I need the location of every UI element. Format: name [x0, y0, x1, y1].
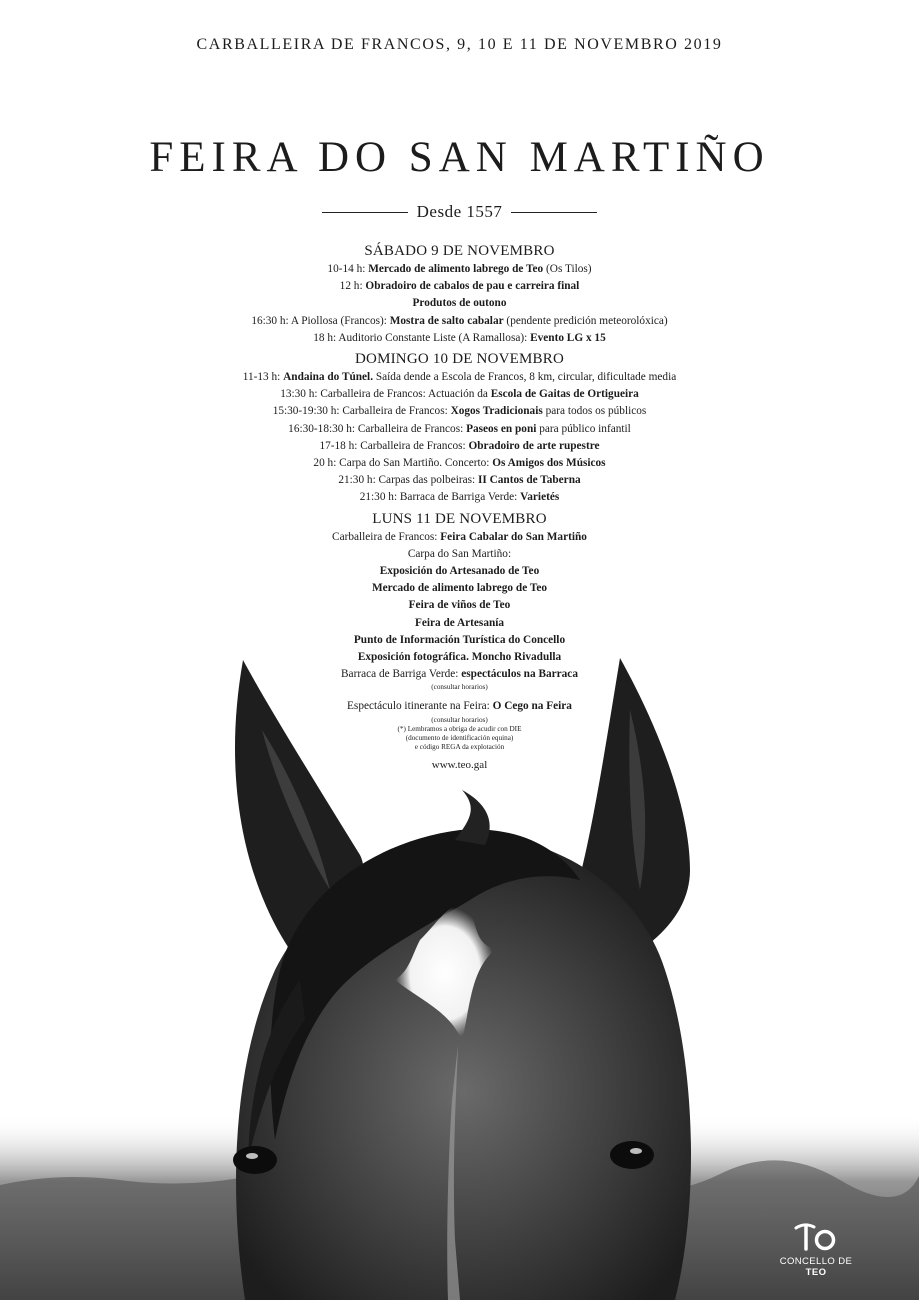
event-text: 16:30 h: A Piollosa (Francos): [251, 314, 390, 327]
event-highlight: Feira Cabalar do San Martiño [440, 530, 587, 543]
event-text: 20 h: Carpa do San Martiño. Concerto: [313, 457, 493, 470]
event-text: (consultar horarios) [431, 683, 488, 692]
event-text: 15:30-19:30 h: Carballeira de Francos: [272, 405, 451, 418]
event-text: 13:30 h: Carballeira de Francos: Actuación da [280, 388, 491, 401]
rule-left [322, 212, 408, 213]
event-text: Espectáculo itinerante na Feira: [347, 700, 493, 713]
event-highlight: Produtos de outono [412, 297, 507, 310]
event-line [0, 597, 919, 614]
event-highlight: Feira de viños de Teo [408, 599, 511, 612]
event-text: 16:30-18:30 h: Carballeira de Francos: [288, 422, 467, 435]
event-text: (consultar horarios) [431, 715, 488, 724]
event-text: 11-13 h: [242, 371, 284, 384]
event-line [0, 649, 919, 666]
website-link[interactable]: www.teo.gal [431, 758, 488, 771]
event-text: para público infantil [536, 422, 631, 435]
event-text: para todos os públicos [542, 405, 647, 418]
event-highlight: Evento LG x 15 [530, 331, 606, 344]
events-monday [0, 529, 919, 752]
event-text: e código REGA da explotación [414, 742, 505, 751]
event-line [0, 615, 919, 632]
event-highlight: Mercado de alimento labrego de Teo [372, 582, 547, 595]
event-highlight: Obradoiro de arte rupestre [468, 439, 600, 452]
day-saturday [0, 242, 919, 347]
event-line [0, 698, 919, 715]
event-text: Carpa do San Martiño: [407, 547, 512, 560]
event-line [0, 278, 919, 295]
event-line [0, 421, 919, 438]
event-title: FEIRA DO SAN MARTIÑO [149, 134, 770, 181]
event-highlight: Punto de Información Turística do Concello [353, 633, 566, 646]
event-highlight: O Cego na Feira [492, 700, 572, 713]
event-highlight: Obradoiro de cabalos de pau e carreira final [365, 280, 580, 293]
event-highlight: II Cantos de Taberna [477, 474, 581, 487]
day-sunday [0, 350, 919, 507]
logo-text-strong: TEO [805, 1267, 827, 1278]
event-highlight: Xogos Tradicionais [450, 405, 543, 418]
day-monday [0, 510, 919, 752]
event-highlight: Exposición do Artesanado de Teo [379, 565, 540, 578]
event-line [0, 563, 919, 580]
events-sunday [0, 369, 919, 507]
since-text: Desde 1557 [416, 202, 503, 221]
event-highlight: Mostra de salto cabalar [389, 314, 504, 327]
day-title-sunday: DOMINGO 10 DE NOVEMBRO [355, 351, 564, 368]
event-line [0, 580, 919, 597]
since-line [0, 202, 919, 222]
logo-text [768, 1256, 864, 1278]
event-text: 10-14 h: [327, 263, 369, 275]
event-highlight: Varietés [520, 491, 560, 504]
event-text: 21:30 h: Barraca de Barriga Verde: [359, 491, 521, 504]
event-line [0, 716, 919, 725]
event-highlight: espectáculos na Barraca [461, 668, 578, 681]
event-text: Carballeira de Francos: [332, 530, 441, 543]
event-text: 18 h: Auditorio Constante Liste (A Ramallosa): [313, 331, 531, 344]
event-line [0, 666, 919, 683]
logo-text-prefix: CONCELLO DE [779, 1256, 853, 1267]
event-highlight: Feira de Artesanía [414, 616, 505, 629]
event-line [0, 403, 919, 420]
event-line [0, 455, 919, 472]
event-line [0, 489, 919, 506]
event-text: Barraca de Barriga Verde: [341, 668, 462, 681]
event-text: Saída dende a Escola de Francos, 8 km, circular, dificultade media [373, 371, 677, 384]
event-highlight: Escola de Gaitas de Ortigueira [490, 388, 639, 401]
event-line [0, 386, 919, 403]
event-line [0, 529, 919, 546]
rule-right [511, 212, 597, 213]
event-line [0, 743, 919, 752]
event-text: (pendente predición meteorolóxica) [503, 314, 668, 327]
event-text: (*) Lembramos a obriga de acudir con DIE [397, 724, 522, 733]
program [0, 242, 919, 773]
event-line [0, 438, 919, 455]
event-highlight: Andaina do Túnel. [283, 371, 374, 384]
event-line [0, 369, 919, 386]
event-line [0, 683, 919, 692]
event-line [0, 734, 919, 743]
event-text: 17-18 h: Carballeira de Francos: [319, 439, 469, 452]
teo-logo-icon [794, 1222, 838, 1252]
event-line [0, 261, 919, 278]
events-saturday [0, 261, 919, 347]
event-highlight: Os Amigos dos Músicos [492, 457, 606, 470]
event-line [0, 546, 919, 563]
event-line [0, 313, 919, 330]
event-line [0, 472, 919, 489]
event-line [0, 725, 919, 734]
event-line [0, 330, 919, 347]
concello-de-teo-logo [768, 1222, 864, 1278]
event-line [0, 632, 919, 649]
event-highlight: Mercado de alimento labrego de Teo [368, 263, 544, 275]
event-line [0, 295, 919, 312]
event-location-dates: CARBALLEIRA DE FRANCOS, 9, 10 E 11 DE NOVEMBRO 2019 [196, 36, 723, 53]
event-highlight: Paseos en poni [466, 422, 537, 435]
event-text: 21:30 h: Carpas das polbeiras: [338, 474, 478, 487]
day-title-saturday: SÁBADO 9 DE NOVEMBRO [364, 243, 555, 259]
day-title-monday: LUNS 11 DE NOVEMBRO [372, 510, 547, 527]
event-text: 12 h: [339, 280, 366, 293]
event-text: (Os Tilos) [543, 263, 592, 275]
event-text: (documento de identificación equina) [405, 733, 514, 742]
event-highlight: Exposición fotográfica. Moncho Rivadulla [357, 651, 562, 664]
